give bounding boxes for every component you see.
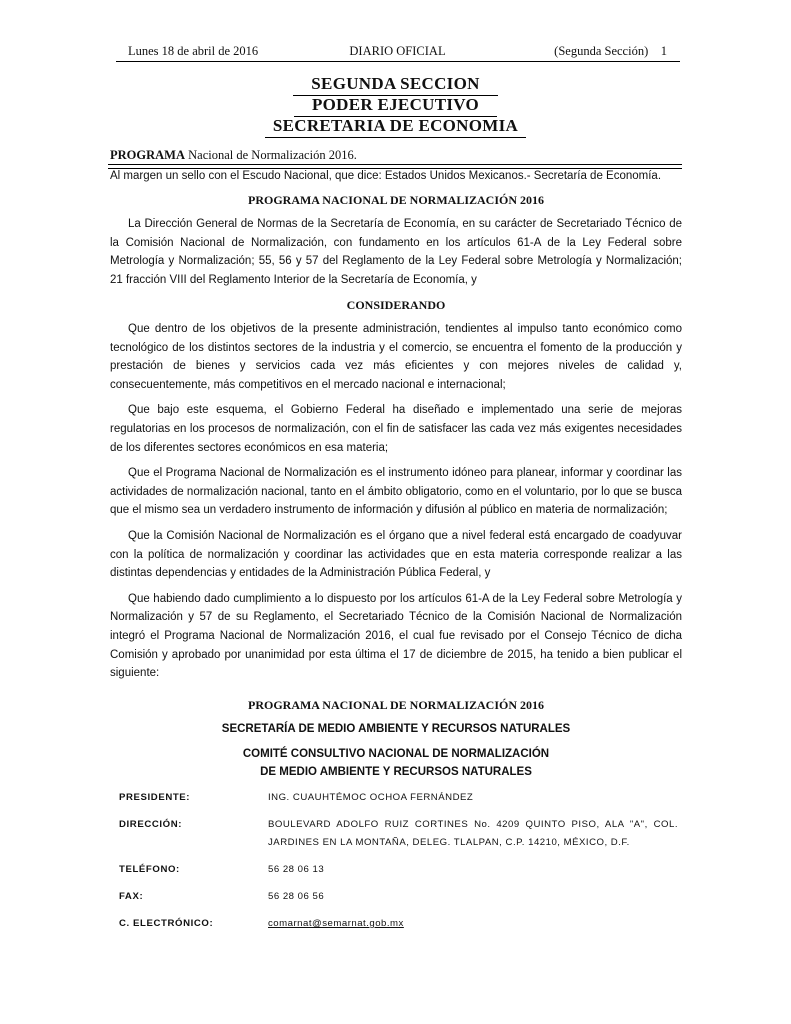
- header-publication: DIARIO OFICIAL: [349, 44, 446, 58]
- info-label: C. ELECTRÓNICO:: [119, 918, 214, 929]
- info-value: BOULEVARD ADOLFO RUIZ CORTINES No. 4209 QUINTO PISO, ALA "A", COL. JARDINES EN LA MONTAÑA, DELEG. TLALPAN, C.P. 14210, MÉXICO, D.F.: [268, 819, 678, 848]
- header-section: (Segunda Sección): [554, 44, 649, 58]
- double-rule: [108, 164, 682, 169]
- info-value: 56 28 06 56: [268, 891, 325, 902]
- program-heading: PROGRAMA NACIONAL DE NORMALIZACIÓN 2016: [247, 698, 544, 712]
- considerando-heading: CONSIDERANDO: [346, 298, 446, 312]
- section-title-segunda: SEGUNDA SECCION: [293, 74, 497, 96]
- intro-block: [110, 215, 682, 296]
- info-row-email: [119, 915, 689, 933]
- section-title-poder: PODER EJECUTIVO: [294, 95, 497, 117]
- intro-paragraph: La Dirección General de Normas de la Secretaría de Economía, en su carácter de Secretariado Técnico de la Comisión Nacional de Normalización, con fundamento en los artículos 61-A de la Ley Federal sobre Metrología y Normalización; 55, 56 y 57 del Reglamento de la Ley Federal sobre Metrología y Normalización; 21 fracción VIII del Reglamento Interior de la Secretaría de Economía, y: [110, 218, 682, 286]
- comite-heading-line2: DE MEDIO AMBIENTE Y RECURSOS NATURALES: [260, 766, 532, 778]
- info-value: ING. CUAUHTÉMOC OCHOA FERNÁNDEZ: [268, 792, 474, 803]
- info-label: DIRECCIÓN:: [119, 819, 183, 830]
- section-titles: [0, 74, 791, 137]
- header-page-number: 1: [660, 44, 667, 58]
- info-label: FAX:: [119, 891, 144, 902]
- considerando-paragraph: Que bajo este esquema, el Gobierno Federal ha diseñado e implementado una serie de mejoras regulatorias en los procesos de normalización, con el fin de satisfacer las cada vez más exigentes necesidades de los diferentes sectores económicos en esa materia;: [110, 404, 682, 454]
- comite-heading-line1: COMITÉ CONSULTIVO NACIONAL DE NORMALIZACIÓN: [242, 748, 550, 760]
- committee-info-table: [119, 789, 689, 942]
- info-row-direccion: [119, 816, 689, 852]
- considerando-paragraph: Que la Comisión Nacional de Normalización es el órgano que a nivel federal está encargado de coadyuvar con la política de normalización y coordinar las actividades que en esta materia corresponde realizar a las distintas dependencias y entidades de la Administración Pública Federal, y: [110, 529, 682, 580]
- considerando-paragraph: Que dentro de los objetivos de la presente administración, tendientes al impulso tanto económico como tecnológico de los distintos sectores de la industria y el comercio, se encuentra el fomento de la producción y prestación de bienes y servicios cada vez más eficientes y con mejores niveles de calidad y, consecuentemente, más competitivos en el mercado nacional e internacional;: [110, 323, 682, 391]
- info-value: [268, 915, 678, 933]
- info-value: 56 28 06 13: [268, 864, 325, 875]
- header-rule: [116, 61, 680, 62]
- info-row-presidente: [119, 789, 689, 807]
- info-row-fax: [119, 888, 689, 906]
- email-link[interactable]: comarnat@semarnat.gob.mx: [268, 918, 404, 929]
- program-title: [110, 148, 357, 163]
- considerandos-block: [110, 320, 682, 690]
- info-row-telefono: [119, 861, 689, 879]
- secretaria-heading: SECRETARÍA DE MEDIO AMBIENTE Y RECURSOS NATURALES: [221, 723, 571, 735]
- header-date: Lunes 18 de abril de 2016: [128, 44, 259, 58]
- sello-note: Al margen un sello con el Escudo Nacional, que dice: Estados Unidos Mexicanos.- Secretaría de Economía.: [110, 170, 662, 182]
- section-title-secretaria: SECRETARIA DE ECONOMIA: [265, 116, 526, 138]
- considerando-paragraph: Que habiendo dado cumplimiento a lo dispuesto por los artículos 61-A de la Ley Federal sobre Metrología y Normalización y 57 de su Reglamento, el Secretariado Técnico de la Comisión Nacional de Normalización integró el Programa Nacional de Normalización 2016, el cual fue revisado por el Consejo Técnico de dicha Comisión y aprobado por unanimidad por esta última el 17 de diciembre de 2015, ha tenido a bien publicar el siguiente:: [110, 592, 682, 680]
- program-title-bold: PROGRAMA: [110, 148, 185, 162]
- info-label: PRESIDENTE:: [119, 792, 191, 803]
- program-title-rest: Nacional de Normalización 2016.: [185, 148, 357, 162]
- header-section-page: [554, 44, 667, 59]
- document-title: PROGRAMA NACIONAL DE NORMALIZACIÓN 2016: [247, 193, 544, 207]
- considerando-paragraph: Que el Programa Nacional de Normalización es el instrumento idóneo para planear, informar y coordinar las actividades de normalización nacional, tanto en el ámbito obligatorio, como en el voluntario, por lo que se busca que el mismo sea un verdadero instrumento de información y difusión al público en materia de normalización;: [110, 467, 682, 517]
- info-label: TELÉFONO:: [119, 864, 180, 875]
